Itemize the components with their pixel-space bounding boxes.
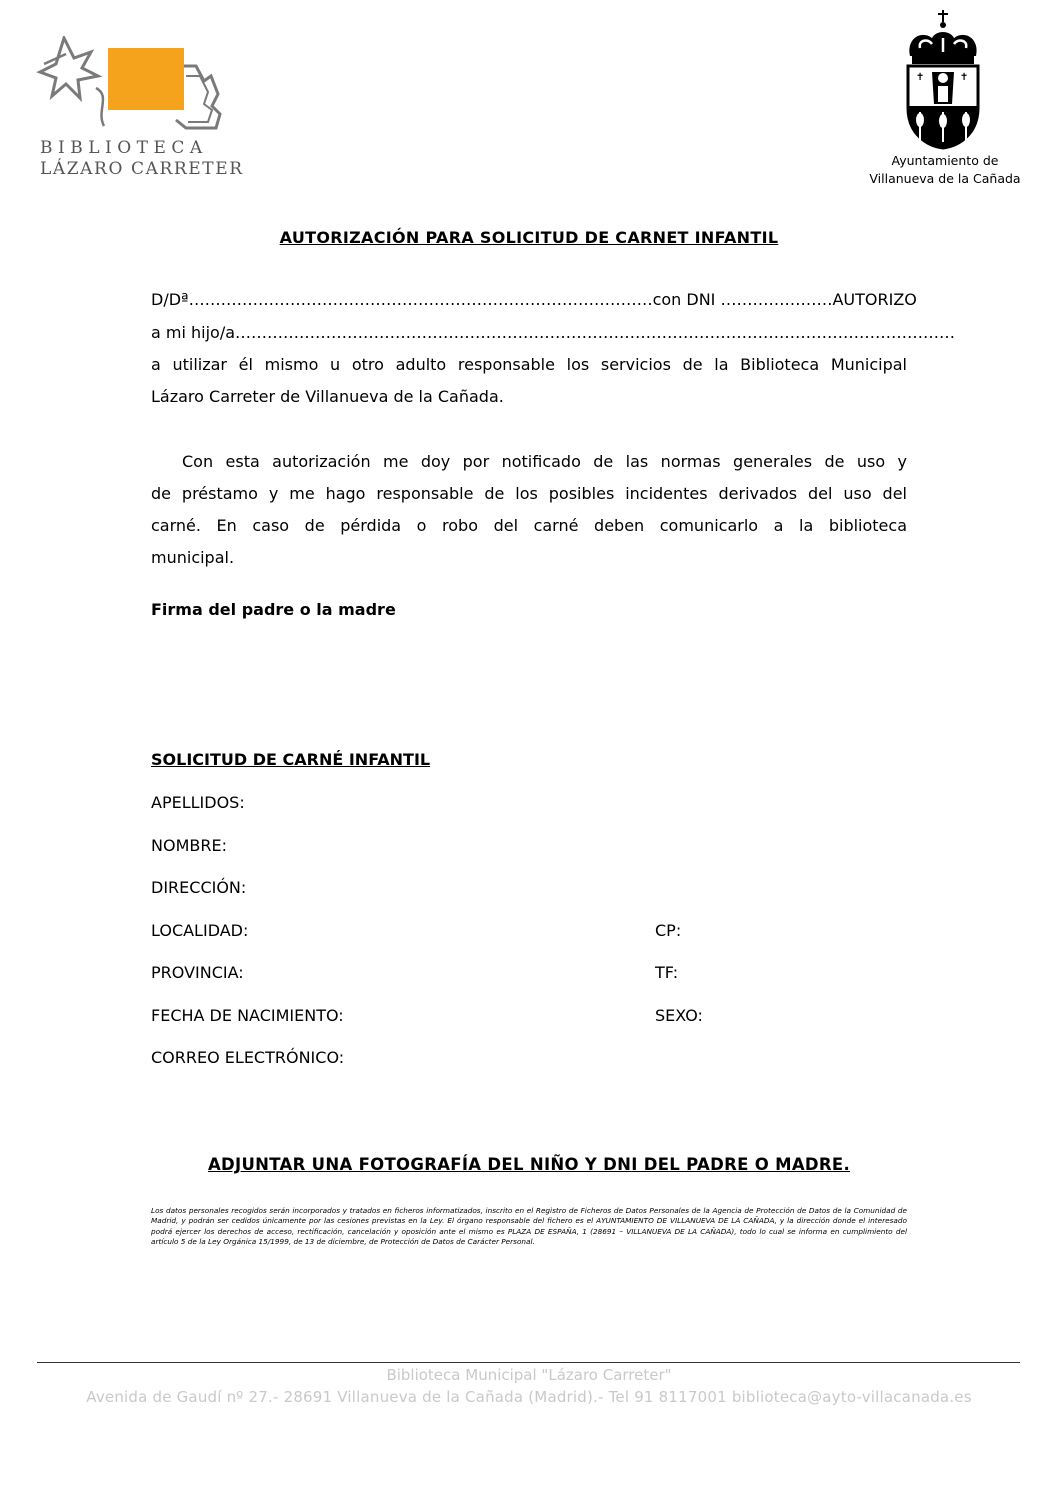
para2-line1: Con esta autorización me doy por notificado de las normas generales de uso y — [182, 452, 907, 471]
municipal-crest-icon — [902, 8, 984, 150]
authorization-title: AUTORIZACIÓN PARA SOLICITUD DE CARNET INFANTIL — [279, 228, 779, 247]
parent-name-dots: …………………………………………………………………………… — [188, 290, 653, 309]
dni-label: con DNI — [652, 290, 721, 309]
child-name-dots: ……………………………………………………………………………………………………………………… — [235, 323, 956, 342]
field-email: CORREO ELECTRÓNICO: — [151, 1048, 345, 1067]
para2-line3: carné. En caso de pérdida o robo del carné deben comunicarlo a la biblioteca — [151, 516, 907, 535]
authorization-line4: Lázaro Carreter de Villanueva de la Cañada. — [151, 387, 504, 406]
library-logo-graphic — [36, 36, 251, 136]
footer-divider — [37, 1362, 1020, 1363]
parent-name-label: D/Dª — [151, 290, 189, 309]
field-phone: TF: — [655, 963, 679, 982]
footer-line2: Avenida de Gaudí nº 27.- 28691 Villanueva de la Cañada (Madrid).- Tel 91 8117001 biblioteca@ayto-villacanada.es — [86, 1388, 972, 1406]
para2-line4: municipal. — [151, 548, 235, 567]
municipality-line1: Ayuntamiento de — [891, 153, 999, 168]
field-surnames: APELLIDOS: — [151, 793, 245, 812]
legal-notice: Los datos personales recogidos serán incorporados y tratados en ficheros informatizados, inscrito en el Registro de Ficheros de Datos Personales de la Agencia de Protección de Datos de la Comunidad de Madrid, y podrán ser cedidos únicamente por las cesiones previstas en la Ley. El órgano responsable del fichero es el AYUNTAMIENTO DE VILLANUEVA DE LA CAÑADA, y la dirección donde el interesado podrá ejercer los derechos de acceso, rectificación, cancelación y oposición ante el mismo es PLAZA DE ESPAÑA, 1 (28691 – VILLANUEVA DE LA CAÑADA), todo lo cual se informa en cumplimiento del artículo 5 de la Ley Orgánica 15/1999, de 13 de diciembre, de Protección de Datos de Carácter Personal. — [151, 1206, 907, 1246]
library-logo — [36, 36, 251, 181]
dni-dots: ………………… — [720, 290, 833, 309]
para2-line2: de préstamo y me hago responsable de los posibles incidentes derivados del uso del — [151, 484, 907, 503]
library-name-line2: LÁZARO CARRETER — [40, 159, 244, 179]
authorize-word: AUTORIZO — [832, 290, 917, 309]
signature-label: Firma del padre o la madre — [151, 600, 396, 619]
field-address: DIRECCIÓN: — [151, 878, 247, 897]
child-name-label: a mi hijo/a — [151, 323, 236, 342]
library-name-line1: BIBLIOTECA — [40, 138, 208, 158]
authorization-line3: a utilizar él mismo u otro adulto responsable los servicios de la Biblioteca Municipal — [151, 355, 907, 374]
field-town: LOCALIDAD: — [151, 921, 249, 940]
footer-line1: Biblioteca Municipal "Lázaro Carreter" — [386, 1366, 672, 1384]
svg-text:✝: ✝ — [960, 72, 969, 83]
field-province: PROVINCIA: — [151, 963, 244, 982]
authorization-line1 — [151, 290, 917, 309]
attach-note: ADJUNTAR UNA FOTOGRAFÍA DEL NIÑO Y DNI DEL PADRE O MADRE. — [207, 1155, 851, 1174]
field-postcode: CP: — [655, 921, 682, 940]
municipality-name — [860, 152, 1030, 188]
field-birthdate: FECHA DE NACIMIENTO: — [151, 1006, 344, 1025]
field-name: NOMBRE: — [151, 836, 227, 855]
field-sex: SEXO: — [655, 1006, 703, 1025]
application-title: SOLICITUD DE CARNÉ INFANTIL — [151, 750, 431, 769]
municipality-line2: Villanueva de la Cañada — [869, 171, 1021, 186]
authorization-line2 — [151, 323, 956, 342]
svg-text:✝: ✝ — [916, 72, 925, 83]
